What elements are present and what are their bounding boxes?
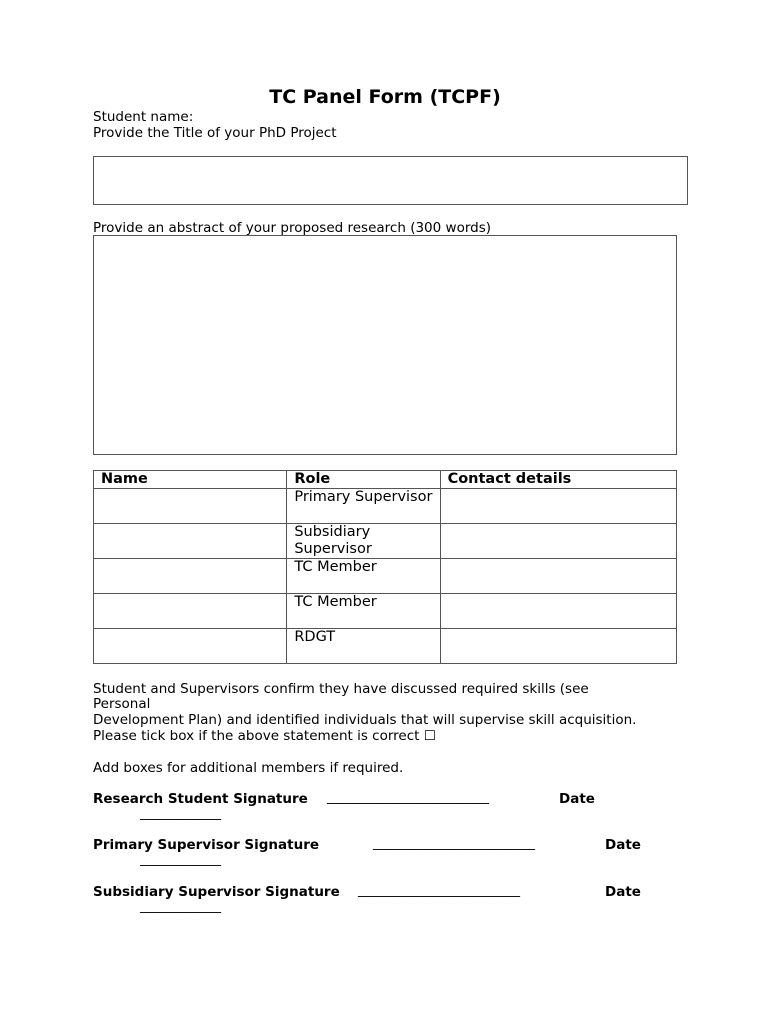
subsidiary-supervisor-date-label: Date <box>605 884 641 900</box>
additional-members-note: Add boxes for additional members if required. <box>93 760 404 776</box>
table-row <box>94 594 677 629</box>
form-title: TC Panel Form (TCPF) <box>269 86 501 108</box>
header-name: Name <box>94 471 287 489</box>
table-row <box>94 489 677 524</box>
primary-supervisor-signature-label: Primary Supervisor Signature <box>93 837 320 853</box>
table-header-row <box>94 471 677 489</box>
role-cell: TC Member <box>287 559 440 594</box>
name-cell[interactable] <box>94 559 287 594</box>
subsidiary-supervisor-signature-label: Subsidiary Supervisor Signature <box>93 884 340 900</box>
primary-supervisor-date-line[interactable]: ____________ <box>140 851 221 867</box>
statement-line-4[interactable]: Please tick box if the above statement is correct ☐ <box>93 728 436 744</box>
project-title-label: Provide the Title of your PhD Project <box>93 125 337 141</box>
statement-line-1: Student and Supervisors confirm they have discussed required skills (see <box>93 681 589 697</box>
research-student-date-line[interactable]: ____________ <box>140 805 221 821</box>
project-title-field[interactable] <box>93 156 688 205</box>
contact-cell[interactable] <box>440 629 676 664</box>
name-cell[interactable] <box>94 629 287 664</box>
abstract-field[interactable] <box>93 235 677 455</box>
role-cell: Subsidiary Supervisor <box>287 524 440 559</box>
student-name-label: Student name: <box>93 109 194 125</box>
primary-supervisor-signature-line[interactable]: ________________________ <box>373 835 535 851</box>
subsidiary-supervisor-signature-line[interactable]: ________________________ <box>358 882 520 898</box>
table-row <box>94 524 677 559</box>
table-row <box>94 629 677 664</box>
research-student-signature-label: Research Student Signature <box>93 791 308 807</box>
table-row <box>94 559 677 594</box>
primary-supervisor-date-label: Date <box>605 837 641 853</box>
abstract-label: Provide an abstract of your proposed research (300 words) <box>93 220 492 236</box>
research-student-signature-line[interactable]: ________________________ <box>327 789 489 805</box>
role-cell: TC Member <box>287 594 440 629</box>
contact-cell[interactable] <box>440 594 676 629</box>
role-cell: Primary Supervisor <box>287 489 440 524</box>
header-contact: Contact details <box>440 471 676 489</box>
research-student-date-label: Date <box>559 791 595 807</box>
role-cell: RDGT <box>287 629 440 664</box>
subsidiary-supervisor-date-line[interactable]: ____________ <box>140 898 221 914</box>
statement-line-2: Personal <box>93 696 151 712</box>
name-cell[interactable] <box>94 524 287 559</box>
header-role: Role <box>287 471 440 489</box>
statement-line-3: Development Plan) and identified individuals that will supervise skill acquisition. <box>93 712 637 728</box>
name-cell[interactable] <box>94 489 287 524</box>
contact-cell[interactable] <box>440 489 676 524</box>
contact-cell[interactable] <box>440 524 676 559</box>
name-cell[interactable] <box>94 594 287 629</box>
contact-cell[interactable] <box>440 559 676 594</box>
panel-members-table <box>93 470 677 664</box>
